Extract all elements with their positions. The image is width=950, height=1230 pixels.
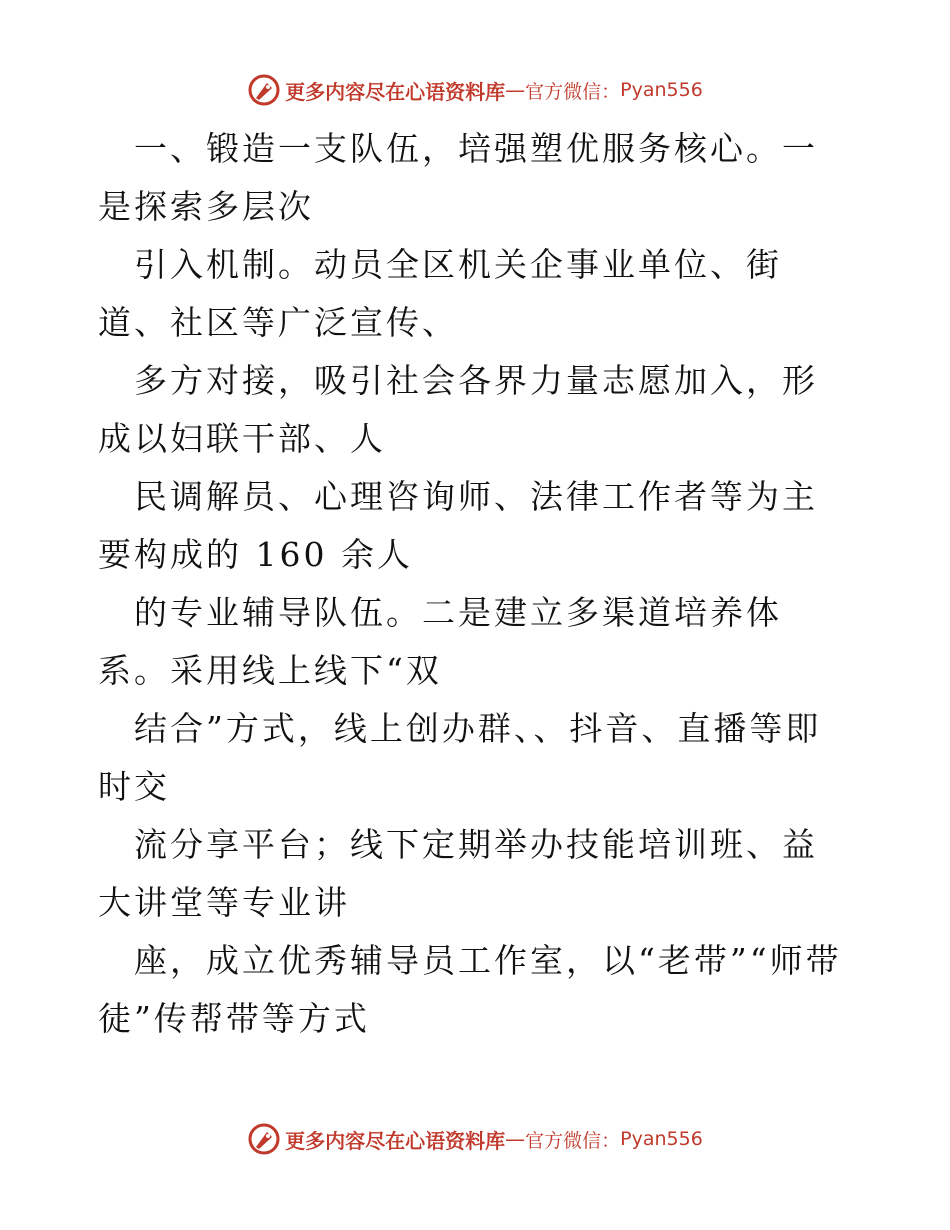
paragraph-6: 结合”方式，线上创办群、、抖音、直播等即时交 (98, 709, 822, 806)
paragraph-3: 多方对接，吸引社会各界力量志愿加入，形成以妇联干部、人 (98, 361, 818, 458)
header-brand: 更多内容尽在心语资料库 (285, 79, 506, 104)
footer-banner (0, 1117, 950, 1161)
pen-nib-logo-icon (247, 1122, 281, 1156)
header-wechat-id: Pyan556 (620, 79, 703, 101)
header-banner (0, 68, 950, 112)
paragraph-2: 引入机制。动员全区机关企事业单位、街道、社区等广泛宣传、 (98, 245, 782, 342)
footer-wechat-label: 官方微信： (525, 1129, 621, 1152)
document-body (98, 120, 852, 1048)
paragraph-1: 一、锻造一支队伍，培强塑优服务核心。一是探索多层次 (98, 129, 818, 226)
paragraph-8: 座，成立优秀辅导员工作室，以“老带”“师带徒”传帮带等方式 (98, 941, 842, 1038)
paragraph-7: 流分享平台；线下定期举办技能培训班、益大讲堂等专业讲 (98, 825, 818, 922)
paragraph-4: 民调解员、心理咨询师、法律工作者等为主要构成的 160 余人 (98, 477, 818, 574)
header-separator: — (505, 78, 526, 102)
footer-wechat-id: Pyan556 (620, 1128, 703, 1150)
paragraph-5: 的专业辅导队伍。二是建立多渠道培养体系。采用线上线下“双 (98, 593, 782, 690)
footer-brand: 更多内容尽在心语资料库 (285, 1128, 506, 1153)
pen-nib-logo-icon (247, 73, 281, 107)
footer-separator: — (505, 1127, 526, 1151)
header-wechat-label: 官方微信： (525, 80, 621, 103)
